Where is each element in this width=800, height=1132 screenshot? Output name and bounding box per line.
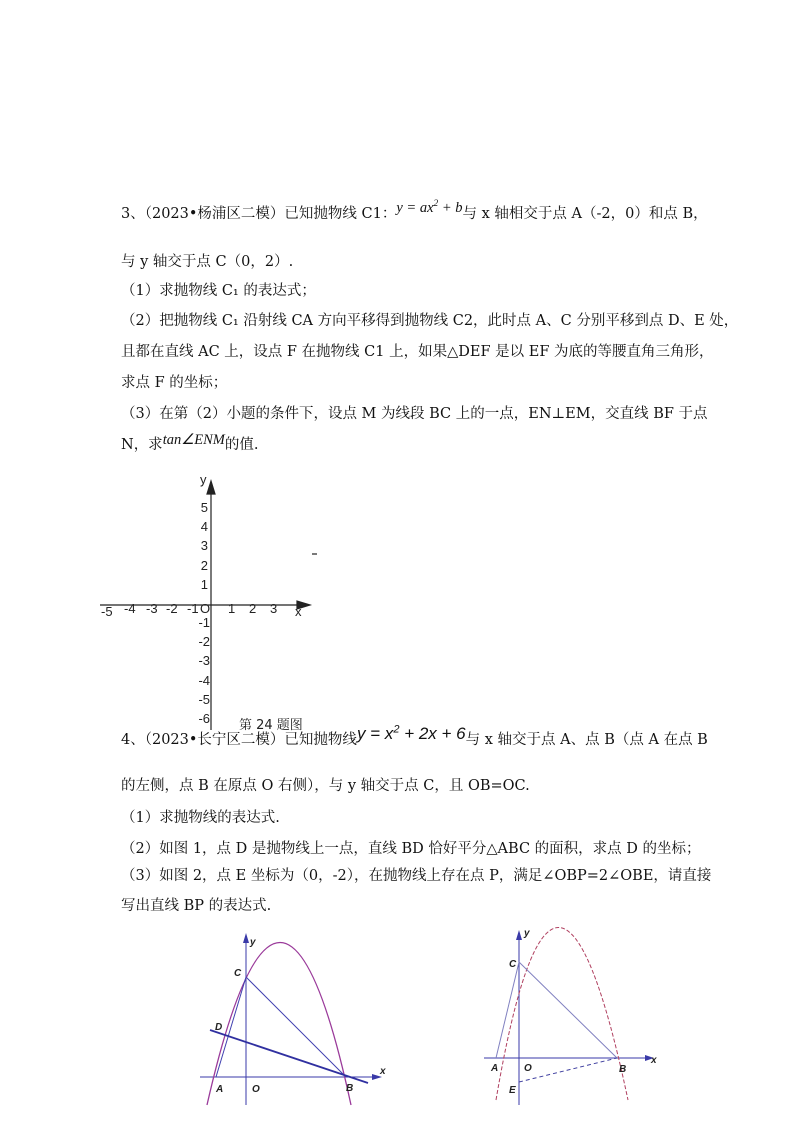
y-tick-label: 3 bbox=[200, 538, 208, 553]
x-tick-label: 1 bbox=[228, 601, 236, 616]
x-tick-label: 3 bbox=[270, 601, 278, 616]
fig2-label-x: x bbox=[651, 1055, 657, 1066]
p4-part3-b: 写出直线 BP 的表达式. bbox=[121, 898, 272, 914]
fig1-label-a: A bbox=[216, 1084, 224, 1095]
fig1-y-arrow-icon bbox=[243, 933, 249, 943]
y-tick-label: -5 bbox=[198, 692, 210, 707]
fig2-line-cb bbox=[519, 962, 617, 1058]
p3-part3-b-pre: N，求 bbox=[121, 437, 163, 453]
p3-part1: （1）求抛物线 C₁ 的表达式； bbox=[121, 283, 316, 299]
p4-line2: 的左侧，点 B 在原点 O 右侧），与 y 轴交于点 C，且 OB=OC. bbox=[121, 778, 530, 794]
p3-part2-c: 求点 F 的坐标； bbox=[121, 375, 228, 391]
p4-part2: （2）如图 1，点 D 是抛物线上一点，直线 BD 恰好平分△ABC 的面积，求点 D 的坐标； bbox=[121, 841, 701, 857]
x-tick-label: -4 bbox=[124, 601, 136, 616]
p4-line1-post: 与 x 轴交于点 A、点 B（点 A 在点 B bbox=[465, 732, 708, 748]
figure-1 bbox=[200, 933, 386, 1105]
y-tick-label: -1 bbox=[198, 615, 210, 630]
y-axis-arrow-icon bbox=[207, 481, 215, 494]
fig1-label-b: B bbox=[346, 1083, 354, 1094]
y-tick-label: -4 bbox=[198, 673, 210, 688]
fig1-label-o: O bbox=[252, 1084, 260, 1095]
p4-formula: $y = x^2 + 2x + 6$ bbox=[356, 723, 466, 743]
fig1-label-x: x bbox=[380, 1066, 386, 1077]
figure-2 bbox=[484, 928, 657, 1106]
fig2-label-b: B bbox=[619, 1064, 627, 1075]
grid-x-label: x bbox=[295, 604, 302, 619]
origin-label: O bbox=[200, 601, 211, 616]
p3-formula: $y = ax^2 + b$ bbox=[396, 199, 463, 216]
p3-line1-post: 与 x 轴相交于点 A（-2，0）和点 B， bbox=[462, 206, 708, 222]
grid-caption: 第 24 题图 bbox=[239, 718, 303, 733]
y-tick-label: -6 bbox=[198, 711, 210, 726]
fig1-label-y: y bbox=[250, 937, 256, 948]
p4-part3-a: （3）如图 2，点 E 坐标为（0，-2），在抛物线上存在点 P，满足∠OBP=2∠OBE，请直接 bbox=[121, 868, 712, 884]
p3-part2-b: 且都在直线 AC 上，设点 F 在抛物线 C1 上，如果△DEF 是以 EF 为底的等腰直角三角形， bbox=[121, 344, 714, 360]
p4-line1-pre: 4、（2023•长宁区二模）已知抛物线 bbox=[121, 732, 357, 748]
p3-line1-pre: 3、（2023•杨浦区二模）已知抛物线 C1： bbox=[121, 206, 397, 222]
fig2-label-c: C bbox=[509, 959, 517, 970]
y-tick-label: 5 bbox=[200, 500, 208, 515]
fig2-y-arrow-icon bbox=[516, 930, 522, 940]
y-tick-label: 1 bbox=[200, 577, 208, 592]
p3-line2: 与 y 轴交于点 C（0，2）. bbox=[121, 254, 294, 270]
grid-y-label: y bbox=[200, 472, 207, 487]
p4-part1: （1）求抛物线的表达式. bbox=[121, 810, 280, 826]
x-tick-label: -2 bbox=[166, 601, 178, 616]
fig1-label-d: D bbox=[215, 1022, 223, 1033]
y-tick-label: -2 bbox=[198, 634, 210, 649]
fig1-parabola bbox=[207, 943, 354, 1106]
fig1-line-bd bbox=[210, 1030, 368, 1083]
x-tick-label: -3 bbox=[146, 601, 158, 616]
p3-part3-b-math: tan∠ENM bbox=[162, 432, 225, 448]
y-tick-label: 4 bbox=[200, 519, 208, 534]
x-tick-label: -5 bbox=[101, 604, 113, 619]
fig1-label-c: C bbox=[234, 968, 242, 979]
x-tick-label: -1 bbox=[187, 601, 199, 616]
p3-part2-a: （2）把抛物线 C₁ 沿射线 CA 方向平移得到抛物线 C2，此时点 A、C 分别平移到点 D、E 处， bbox=[121, 313, 739, 329]
y-tick-label: -3 bbox=[198, 653, 210, 668]
fig2-label-o: O bbox=[524, 1063, 532, 1074]
fig2-label-a: A bbox=[491, 1063, 499, 1074]
fig2-line-ac bbox=[496, 962, 519, 1058]
x-tick-label: 2 bbox=[249, 601, 257, 616]
fig2-label-y: y bbox=[524, 928, 530, 939]
p3-part3-a: （3）在第（2）小题的条件下，设点 M 为线段 BC 上的一点，EN⊥EM，交直线 BF 于点 bbox=[121, 406, 708, 422]
fig2-parabola bbox=[496, 928, 628, 1101]
p3-part3-b-post: 的值. bbox=[224, 437, 259, 453]
fig2-label-e: E bbox=[509, 1085, 516, 1096]
fig2-line-be bbox=[519, 1058, 617, 1082]
y-tick-label: 2 bbox=[200, 558, 208, 573]
